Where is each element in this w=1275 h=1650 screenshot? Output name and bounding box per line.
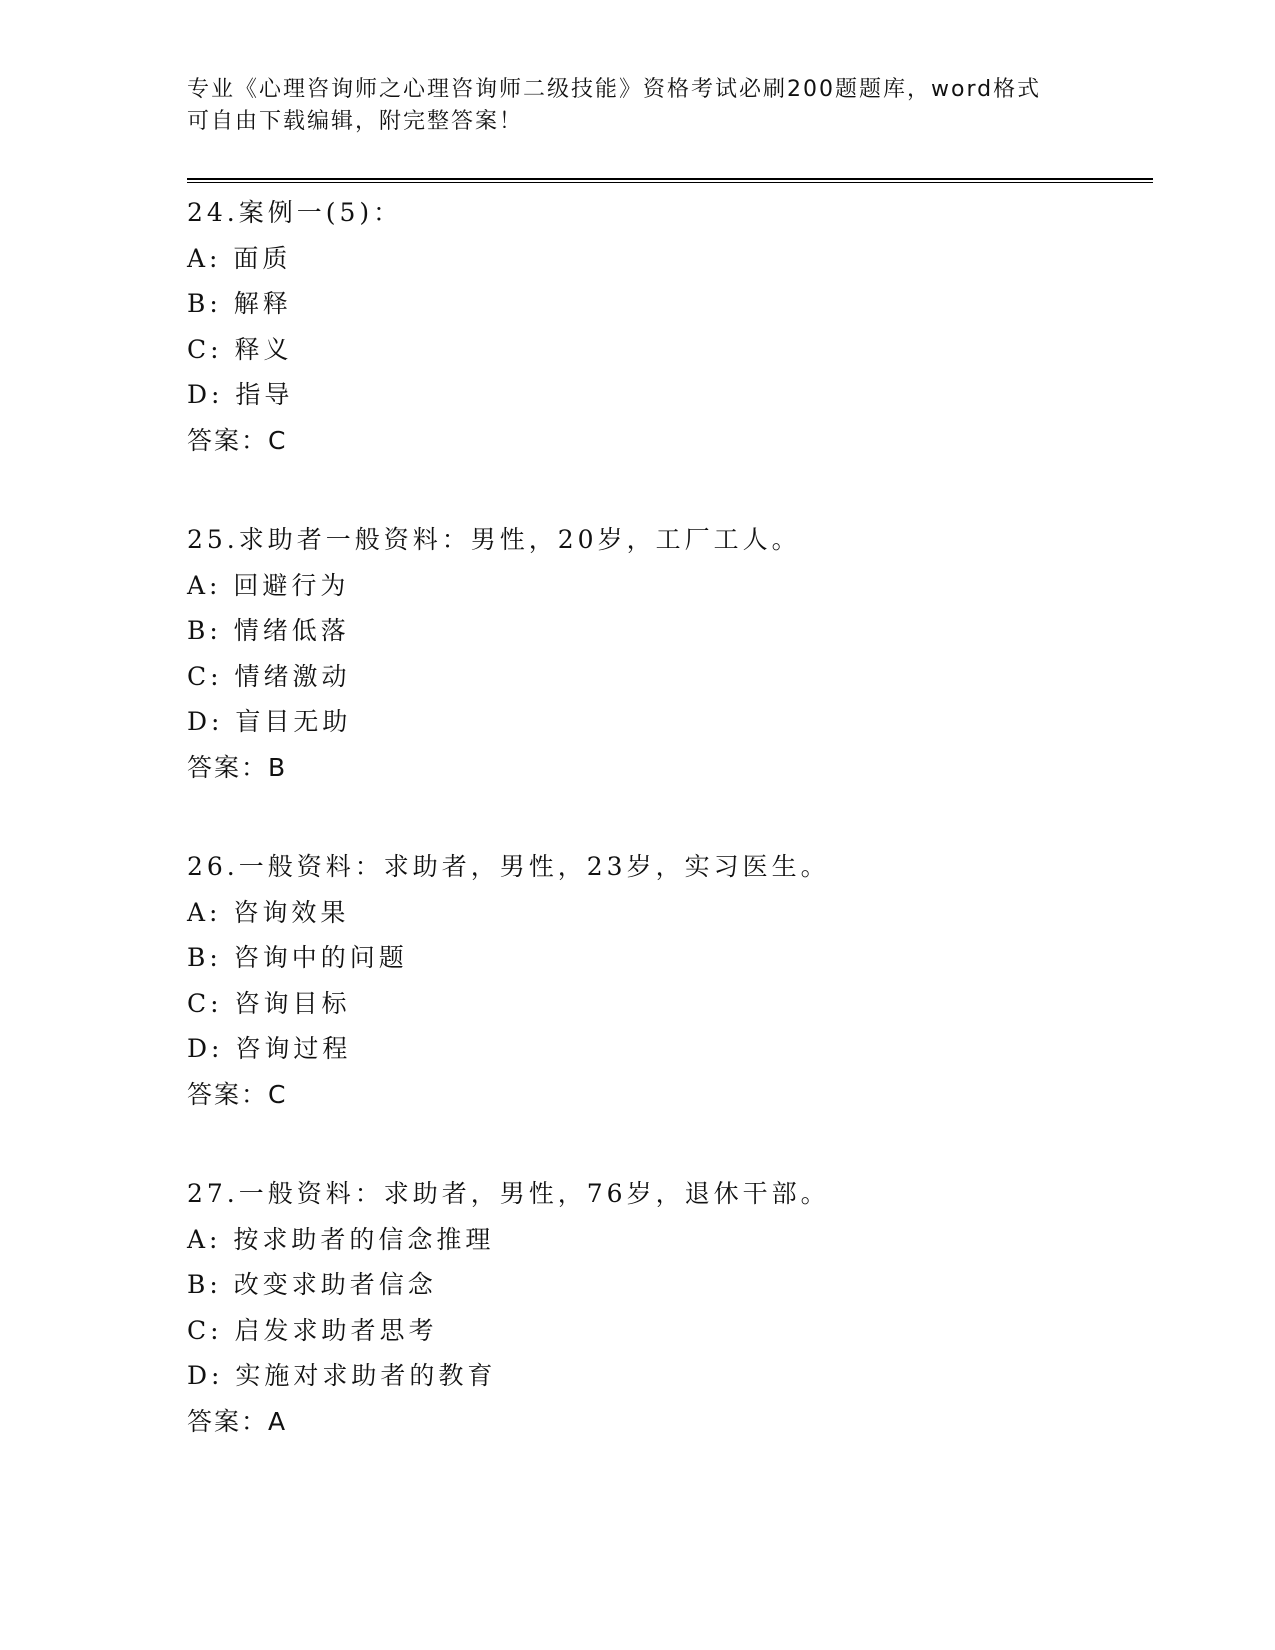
option-c: C: 释义: [187, 334, 293, 364]
header-divider-thin: [187, 182, 1153, 183]
header-line-2: 可自由下载编辑，附完整答案！: [187, 109, 524, 134]
question-title: 27.一般资料：求助者，男性，76岁，退休干部。: [187, 1179, 830, 1208]
option-c: C: 咨询目标: [187, 988, 351, 1018]
question-27: [187, 1171, 1153, 1444]
option-a: A: 咨询效果: [187, 897, 350, 927]
answer: 答案：C: [187, 425, 288, 455]
option-d: D: 咨询过程: [187, 1034, 352, 1063]
option-c: C: 启发求助者思考: [187, 1315, 438, 1345]
question-26: [187, 844, 1153, 1117]
option-b: B: 解释: [187, 289, 292, 318]
question-title: 26.一般资料：求助者，男性，23岁，实习医生。: [187, 852, 830, 881]
answer: 答案：C: [187, 1079, 288, 1109]
question-25: [187, 517, 1153, 790]
header-divider-thick: [187, 178, 1153, 180]
option-d: D: 实施对求助者的教育: [187, 1361, 497, 1390]
answer: 答案：A: [187, 1406, 288, 1436]
option-b: B: 咨询中的问题: [187, 943, 408, 972]
option-c: C: 情绪激动: [187, 661, 351, 691]
question-list: [187, 190, 1153, 1498]
option-a: A: 面质: [187, 243, 292, 273]
answer: 答案：B: [187, 752, 288, 782]
option-b: B: 改变求助者信念: [187, 1270, 437, 1299]
option-b: B: 情绪低落: [187, 616, 350, 645]
option-d: D: 指导: [187, 380, 294, 409]
option-a: A: 回避行为: [187, 570, 350, 600]
header-line-1: 专业《心理咨询师之心理咨询师二级技能》资格考试必刷200题题库，word格式: [187, 77, 1042, 102]
document-header: [187, 74, 1087, 138]
option-d: D: 盲目无助: [187, 707, 352, 736]
question-title: 24.案例一(5)：: [187, 198, 403, 227]
option-a: A: 按求助者的信念推理: [187, 1224, 495, 1254]
question-title: 25.求助者一般资料：男性，20岁，工厂工人。: [187, 525, 801, 554]
question-24: [187, 190, 1153, 463]
